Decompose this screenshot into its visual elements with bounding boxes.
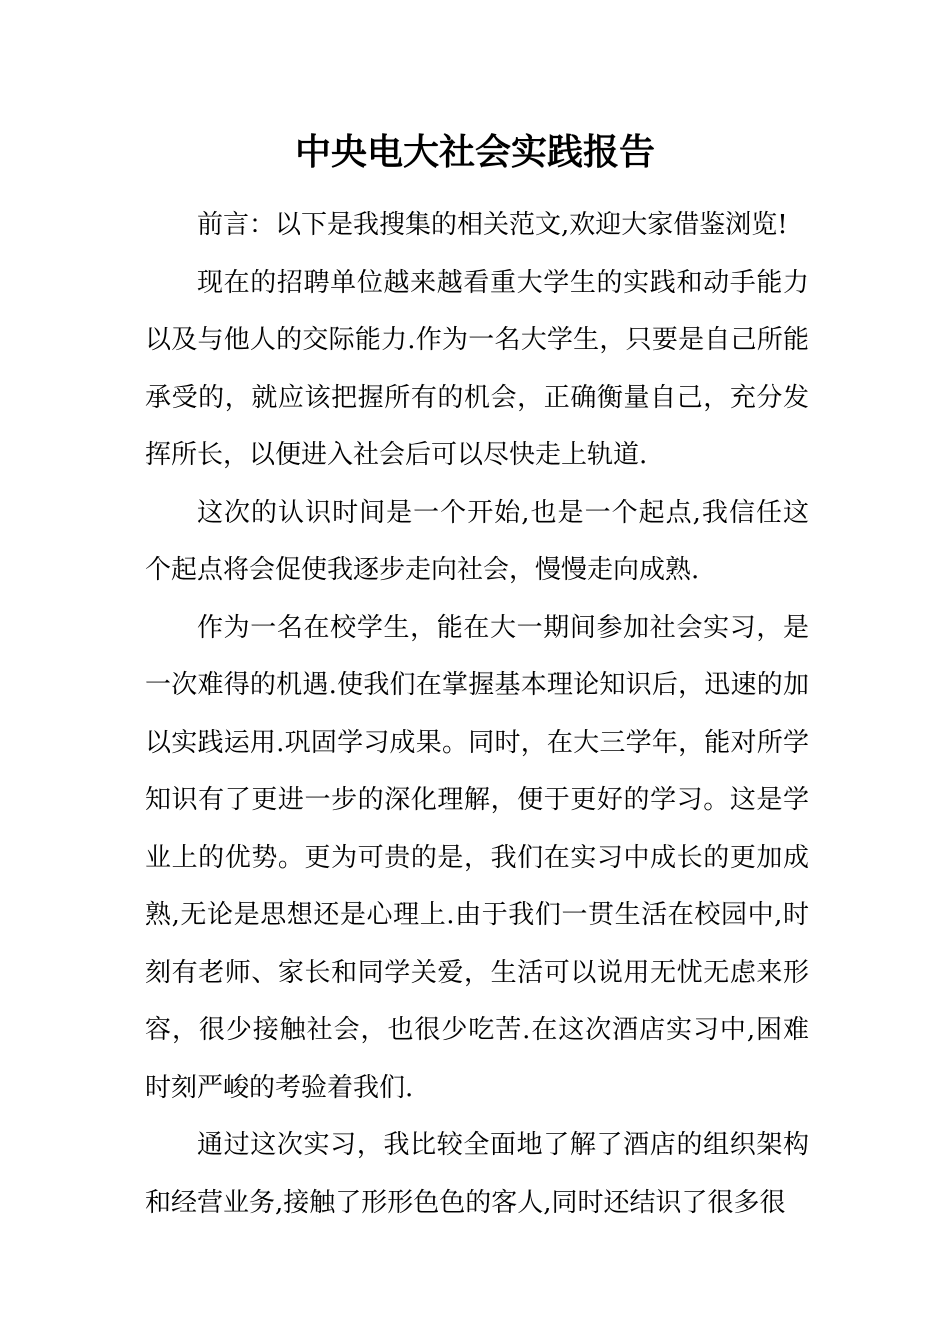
paragraph: 通过这次实习，我比较全面地了解了酒店的组织架构和经营业务,接触了形形色色的客人,同时还结识了很多很 [145,1130,809,1218]
paragraph: 这次的认识时间是一个开始,也是一个起点,我信任这个起点将会促使我逐步走向社会，慢慢走向成熟. [145,497,809,585]
paragraph-preface: 前言：以下是我搜集的相关范文,欢迎大家借鉴浏览! [197,210,788,240]
paragraph: 现在的招聘单位越来越看重大学生的实践和动手能力以及与他人的交际能力.作为一名大学生，只要是自己所能承受的，就应该把握所有的机会，正确衡量自己，充分发挥所长，以便进入社会后可以尽快走上轨道. [145,267,809,470]
document-title: 中央电大社会实践报告 [294,131,655,173]
paragraph: 作为一名在校学生，能在大一期间参加社会实习，是一次难得的机遇.使我们在掌握基本理论知识后，迅速的加以实践运用.巩固学习成果。同时，在大三学年，能对所学知识有了更进一步的深化理解，便于更好的学习。这是学业上的优势。更为可贵的是，我们在实习中成长的更加成熟,无论是思想还是心理上.由于我们一贯生活在校园中,时刻有老师、家长和同学关爱，生活可以说用无忧无虑来形容，很少接触社会，也很少吃苦.在这次酒店实习中,困难时刻严峻的考验着我们. [145,612,809,1103]
document-body [145,197,809,1232]
